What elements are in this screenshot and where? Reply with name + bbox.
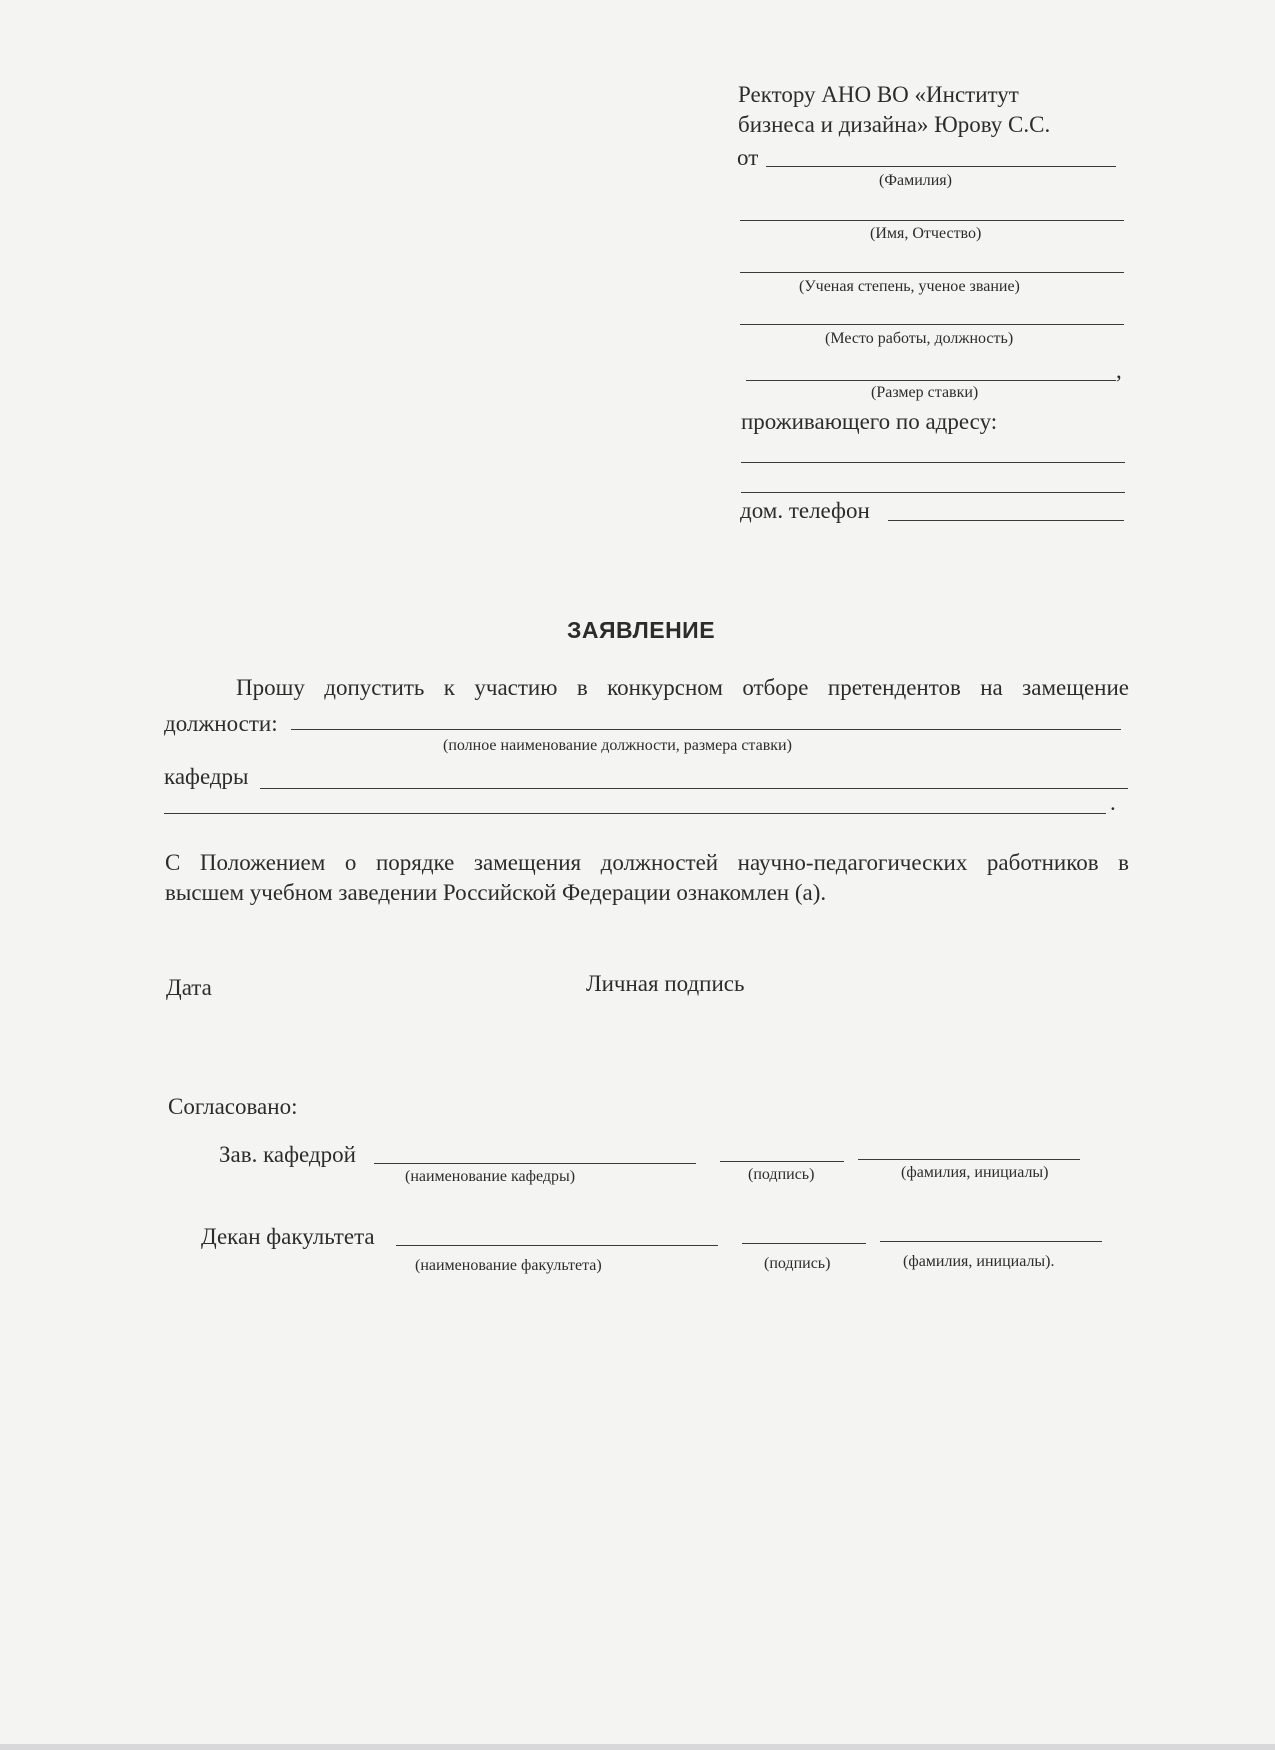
- phone-label: дом. телефон: [740, 498, 870, 523]
- head-signature-caption: (подпись): [748, 1166, 815, 1183]
- dean-label: Декан факультета: [201, 1224, 375, 1249]
- workplace-field[interactable]: [740, 324, 1124, 325]
- request-line-1: Прошу допустить к участию в конкурсном отборе претендентов на замещение: [236, 675, 1129, 700]
- address-field-1[interactable]: [741, 462, 1125, 463]
- address-label: проживающего по адресу:: [741, 409, 998, 434]
- signature-label: Личная подпись: [586, 971, 745, 996]
- department-field-1[interactable]: [260, 788, 1128, 789]
- dean-name-field[interactable]: [880, 1241, 1102, 1242]
- head-of-department-label: Зав. кафедрой: [219, 1142, 356, 1167]
- ack-line-1: С Положением о порядке замещения должностей научно-педагогических работников в: [165, 850, 1129, 875]
- document-title: ЗАЯВЛЕНИЕ: [567, 617, 716, 643]
- position-label: должности:: [164, 711, 278, 736]
- degree-caption: (Ученая степень, ученое звание): [799, 278, 1020, 295]
- dean-signature-caption: (подпись): [764, 1255, 831, 1272]
- name-caption: (Имя, Отчество): [870, 225, 982, 242]
- head-department-field[interactable]: [374, 1163, 696, 1164]
- rate-comma: ,: [1116, 358, 1122, 383]
- department-label: кафедры: [164, 764, 249, 789]
- rate-field[interactable]: [746, 380, 1116, 381]
- workplace-caption: (Место работы, должность): [825, 330, 1014, 347]
- department-field-2[interactable]: [164, 813, 1106, 814]
- dean-signature-field[interactable]: [742, 1243, 866, 1244]
- rate-caption: (Размер ставки): [871, 384, 979, 401]
- head-name-caption: (фамилия, инициалы): [901, 1164, 1049, 1181]
- dean-faculty-field[interactable]: [396, 1245, 718, 1246]
- name-field[interactable]: [740, 220, 1124, 221]
- ack-line-2: высшем учебном заведении Российской Федерации ознакомлен (а).: [165, 880, 827, 905]
- department-period: .: [1110, 790, 1116, 815]
- address-field-2[interactable]: [741, 492, 1125, 493]
- phone-field[interactable]: [888, 520, 1124, 521]
- date-label: Дата: [166, 975, 212, 1000]
- scan-bottom-edge: [0, 1744, 1275, 1750]
- head-signature-field[interactable]: [720, 1161, 844, 1162]
- addressee-line-2: бизнеса и дизайна» Юрову С.С.: [738, 112, 1051, 137]
- dean-faculty-caption: (наименование факультета): [415, 1257, 602, 1274]
- from-label: от: [737, 145, 759, 170]
- surname-field[interactable]: [766, 166, 1116, 167]
- position-caption: (полное наименование должности, размера ставки): [443, 737, 792, 754]
- surname-caption: (Фамилия): [879, 172, 952, 189]
- position-field[interactable]: [291, 729, 1121, 730]
- head-name-field[interactable]: [858, 1159, 1080, 1160]
- degree-field[interactable]: [740, 272, 1124, 273]
- head-department-caption: (наименование кафедры): [405, 1168, 576, 1185]
- dean-name-caption: (фамилия, инициалы).: [903, 1253, 1055, 1270]
- addressee-line-1: Ректору АНО ВО «Институт: [738, 82, 1019, 107]
- agreed-label: Согласовано:: [168, 1094, 298, 1119]
